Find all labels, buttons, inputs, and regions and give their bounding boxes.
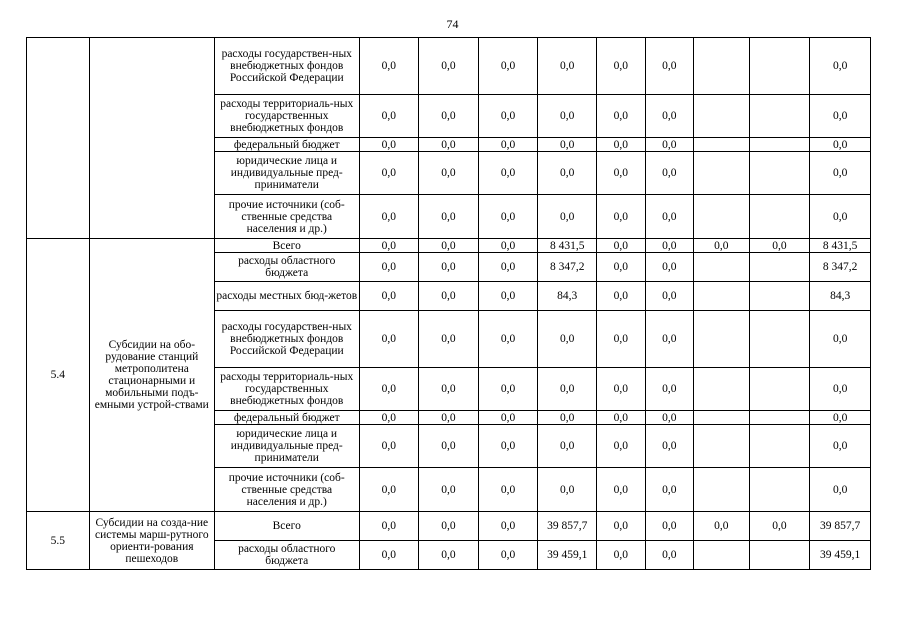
value-cell: 0,0 xyxy=(597,311,646,368)
funding-source: юридические лица и индивидуальные пред-приниматели xyxy=(214,425,359,468)
value-cell xyxy=(694,95,750,138)
value-cell: 0,0 xyxy=(359,368,419,411)
value-cell: 0,0 xyxy=(645,95,694,138)
value-cell: 0,0 xyxy=(359,95,419,138)
value-cell: 0,0 xyxy=(359,468,419,512)
value-cell: 0,0 xyxy=(478,38,538,95)
item-name xyxy=(89,38,214,239)
value-cell: 0,0 xyxy=(810,311,871,368)
value-cell: 0,0 xyxy=(419,468,479,512)
value-cell xyxy=(749,253,810,282)
value-cell: 0,0 xyxy=(478,95,538,138)
table-row xyxy=(27,38,871,95)
value-cell: 0,0 xyxy=(419,425,479,468)
value-cell xyxy=(694,195,750,239)
value-cell: 0,0 xyxy=(419,195,479,239)
value-cell: 0,0 xyxy=(359,138,419,152)
value-cell: 0,0 xyxy=(597,468,646,512)
item-code xyxy=(27,38,90,239)
value-cell: 8 347,2 xyxy=(538,253,597,282)
funding-source: федеральный бюджет xyxy=(214,138,359,152)
value-cell: 0,0 xyxy=(478,152,538,195)
value-cell: 0,0 xyxy=(810,411,871,425)
value-cell: 0,0 xyxy=(810,38,871,95)
value-cell: 0,0 xyxy=(597,512,646,541)
value-cell: 0,0 xyxy=(597,138,646,152)
funding-table xyxy=(26,37,871,570)
value-cell xyxy=(749,138,810,152)
value-cell: 0,0 xyxy=(645,253,694,282)
funding-source: юридические лица и индивидуальные пред-приниматели xyxy=(214,152,359,195)
value-cell: 0,0 xyxy=(810,95,871,138)
value-cell xyxy=(749,38,810,95)
value-cell: 0,0 xyxy=(478,282,538,311)
value-cell: 0,0 xyxy=(419,38,479,95)
value-cell: 0,0 xyxy=(645,468,694,512)
value-cell: 0,0 xyxy=(538,468,597,512)
value-cell: 0,0 xyxy=(359,38,419,95)
value-cell: 0,0 xyxy=(538,411,597,425)
value-cell xyxy=(694,282,750,311)
value-cell: 0,0 xyxy=(478,239,538,253)
value-cell: 0,0 xyxy=(694,512,750,541)
value-cell: 0,0 xyxy=(694,239,750,253)
funding-source: Всего xyxy=(214,239,359,253)
value-cell: 0,0 xyxy=(419,512,479,541)
value-cell: 0,0 xyxy=(810,195,871,239)
value-cell xyxy=(749,425,810,468)
value-cell: 0,0 xyxy=(419,152,479,195)
value-cell: 0,0 xyxy=(810,368,871,411)
value-cell: 0,0 xyxy=(359,195,419,239)
value-cell: 0,0 xyxy=(597,368,646,411)
value-cell: 8 431,5 xyxy=(810,239,871,253)
value-cell: 0,0 xyxy=(645,425,694,468)
value-cell: 0,0 xyxy=(597,239,646,253)
value-cell: 0,0 xyxy=(597,282,646,311)
value-cell: 8 347,2 xyxy=(810,253,871,282)
value-cell: 39 857,7 xyxy=(810,512,871,541)
value-cell: 0,0 xyxy=(419,368,479,411)
value-cell: 0,0 xyxy=(597,195,646,239)
value-cell: 39 459,1 xyxy=(810,541,871,570)
value-cell: 0,0 xyxy=(478,138,538,152)
value-cell: 0,0 xyxy=(359,253,419,282)
value-cell xyxy=(694,425,750,468)
value-cell: 0,0 xyxy=(478,368,538,411)
value-cell: 0,0 xyxy=(478,253,538,282)
funding-source: расходы местных бюд-жетов xyxy=(214,282,359,311)
value-cell: 0,0 xyxy=(749,239,810,253)
item-name: Субсидии на созда-ние системы марш-рутного ориенти-рования пешеходов xyxy=(89,512,214,570)
value-cell: 0,0 xyxy=(645,368,694,411)
value-cell: 0,0 xyxy=(419,411,479,425)
value-cell: 0,0 xyxy=(538,152,597,195)
value-cell: 0,0 xyxy=(597,95,646,138)
value-cell: 0,0 xyxy=(359,152,419,195)
value-cell xyxy=(749,95,810,138)
value-cell: 0,0 xyxy=(538,368,597,411)
value-cell: 0,0 xyxy=(538,95,597,138)
value-cell: 0,0 xyxy=(419,138,479,152)
value-cell xyxy=(749,468,810,512)
value-cell xyxy=(694,411,750,425)
funding-source: федеральный бюджет xyxy=(214,411,359,425)
table-row xyxy=(27,239,871,253)
value-cell: 0,0 xyxy=(645,411,694,425)
value-cell: 0,0 xyxy=(645,311,694,368)
funding-source: расходы областного бюджета xyxy=(214,541,359,570)
value-cell: 0,0 xyxy=(359,411,419,425)
value-cell: 0,0 xyxy=(478,195,538,239)
value-cell: 0,0 xyxy=(359,541,419,570)
funding-source: Всего xyxy=(214,512,359,541)
value-cell: 0,0 xyxy=(645,38,694,95)
value-cell xyxy=(749,195,810,239)
value-cell: 0,0 xyxy=(419,541,479,570)
value-cell: 0,0 xyxy=(538,138,597,152)
value-cell: 0,0 xyxy=(597,541,646,570)
value-cell xyxy=(694,468,750,512)
value-cell: 0,0 xyxy=(538,425,597,468)
funding-source: прочие источники (соб-ственные средства населения и др.) xyxy=(214,468,359,512)
value-cell xyxy=(694,38,750,95)
value-cell: 0,0 xyxy=(359,282,419,311)
value-cell xyxy=(694,152,750,195)
item-code: 5.5 xyxy=(27,512,90,570)
value-cell: 0,0 xyxy=(419,95,479,138)
value-cell: 0,0 xyxy=(478,468,538,512)
value-cell: 0,0 xyxy=(419,282,479,311)
value-cell xyxy=(694,368,750,411)
item-name: Субсидии на обо-рудование станций метрополитена стационарными и мобильными подъ-емными устрой-ствами xyxy=(89,239,214,512)
value-cell: 0,0 xyxy=(419,253,479,282)
value-cell: 0,0 xyxy=(645,195,694,239)
value-cell: 0,0 xyxy=(478,311,538,368)
value-cell: 84,3 xyxy=(538,282,597,311)
value-cell: 0,0 xyxy=(749,512,810,541)
table-row xyxy=(27,512,871,541)
value-cell xyxy=(749,152,810,195)
value-cell: 0,0 xyxy=(645,282,694,311)
value-cell: 0,0 xyxy=(419,311,479,368)
value-cell: 0,0 xyxy=(645,512,694,541)
value-cell: 39 459,1 xyxy=(538,541,597,570)
value-cell: 0,0 xyxy=(645,152,694,195)
value-cell xyxy=(749,411,810,425)
funding-source: расходы территориаль-ных государственных внебюджетных фондов xyxy=(214,95,359,138)
value-cell: 0,0 xyxy=(538,38,597,95)
value-cell: 0,0 xyxy=(810,468,871,512)
item-code: 5.4 xyxy=(27,239,90,512)
value-cell: 0,0 xyxy=(597,411,646,425)
value-cell: 0,0 xyxy=(359,425,419,468)
value-cell xyxy=(694,138,750,152)
value-cell: 0,0 xyxy=(359,239,419,253)
value-cell: 0,0 xyxy=(478,541,538,570)
value-cell: 0,0 xyxy=(597,38,646,95)
value-cell xyxy=(694,253,750,282)
value-cell: 8 431,5 xyxy=(538,239,597,253)
funding-source: расходы территориаль-ных государственных внебюджетных фондов xyxy=(214,368,359,411)
value-cell xyxy=(749,368,810,411)
value-cell: 0,0 xyxy=(597,425,646,468)
value-cell xyxy=(749,282,810,311)
value-cell: 0,0 xyxy=(359,512,419,541)
value-cell: 0,0 xyxy=(359,311,419,368)
value-cell xyxy=(749,311,810,368)
funding-source: прочие источники (соб-ственные средства населения и др.) xyxy=(214,195,359,239)
value-cell xyxy=(749,541,810,570)
value-cell: 0,0 xyxy=(645,239,694,253)
page-number: 74 xyxy=(446,17,459,31)
value-cell xyxy=(694,541,750,570)
value-cell: 0,0 xyxy=(810,138,871,152)
value-cell: 0,0 xyxy=(597,253,646,282)
value-cell: 84,3 xyxy=(810,282,871,311)
value-cell: 0,0 xyxy=(478,512,538,541)
value-cell: 0,0 xyxy=(478,425,538,468)
value-cell: 0,0 xyxy=(597,152,646,195)
value-cell: 0,0 xyxy=(645,138,694,152)
value-cell: 0,0 xyxy=(419,239,479,253)
funding-source: расходы областного бюджета xyxy=(214,253,359,282)
value-cell xyxy=(694,311,750,368)
value-cell: 0,0 xyxy=(810,152,871,195)
value-cell: 0,0 xyxy=(538,195,597,239)
value-cell: 0,0 xyxy=(538,311,597,368)
value-cell: 0,0 xyxy=(645,541,694,570)
funding-source: расходы государствен-ных внебюджетных фондов Российской Федерации xyxy=(214,38,359,95)
value-cell: 39 857,7 xyxy=(538,512,597,541)
value-cell: 0,0 xyxy=(810,425,871,468)
funding-source: расходы государствен-ных внебюджетных фондов Российской Федерации xyxy=(214,311,359,368)
value-cell: 0,0 xyxy=(478,411,538,425)
